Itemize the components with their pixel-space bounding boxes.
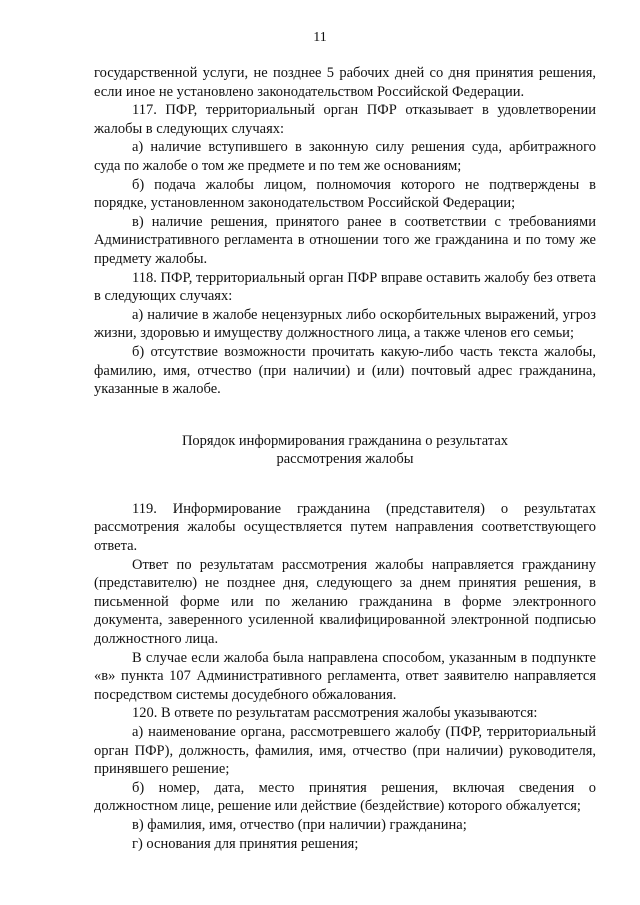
paragraph-117-b: б) подача жалобы лицом, полномочия которого не подтверждены в порядке, установленном законодательством Российской Федерации; [94,176,596,212]
paragraph-120-v: в) фамилия, имя, отчество (при наличии) гражданина; [132,816,467,833]
paragraph-117: 117. ПФР, территориальный орган ПФР отказывает в удовлетворении жалобы в следующих случаях: [94,102,596,137]
paragraph-119-system: В случае если жалоба была направлена способом, указанным в подпункте «в» пункта 107 Административного регламента, ответ заявителю направляется посредством системы досудебного обжалования. [94,649,596,703]
paragraph-120: 120. В ответе по результатам рассмотрения жалобы указываются: [132,705,538,722]
paragraph-117-a: а) наличие вступившего в законную силу решения суда, арбитражного суда по жалобе о том же предмете и по тем же основаниям; [94,139,596,174]
paragraph-119-answer: Ответ по результатам рассмотрения жалобы направляется гражданину (представителю) не позднее дня, следующего за днем принятия решения, в письменной форме или по желанию гражданина в форме электронного документа, заверенного усиленной квалифицированной электронной подписью должностного лица. [94,556,596,648]
paragraph-continuation: государственной услуги, не позднее 5 рабочих дней со дня принятия решения, если иное не установлено законодательством Российской Федерации. [94,65,596,100]
paragraph-118-b: б) отсутствие возможности прочитать какую-либо часть текста жалобы, фамилию, имя, отчество (при наличии) и (или) почтовый адрес гражданина, указанные в жалобе. [94,343,596,398]
paragraph-120-b: б) номер, дата, место принятия решения, включая сведения о должностном лице, решение или действие (бездействие) которого обжалуется; [94,779,596,815]
section-heading [94,432,596,469]
paragraph-117-v: в) наличие решения, принятого ранее в соответствии с требованиями Административного регламента в отношении того же гражданина и по тому же предмету жалобы. [94,213,596,267]
paragraph-118: 118. ПФР, территориальный орган ПФР вправе оставить жалобу без ответа в следующих случаях: [94,269,596,305]
paragraph-120-a: а) наименование органа, рассмотревшего жалобу (ПФР, территориальный орган ПФР), должность, фамилия, имя, отчество (при наличии) руководителя, принявшего решение; [94,724,596,778]
document-body [94,64,596,853]
section-heading-line-2: рассмотрения жалобы [276,451,414,468]
paragraph-119: 119. Информирование гражданина (представителя) о результатах рассмотрения жалобы осуществляется путем направления соответствующего ответа. [94,500,596,555]
paragraph-120-g: г) основания для принятия решения; [132,835,359,852]
page-number: 11 [313,30,327,45]
section-heading-line-1: Порядок информирования гражданина о результатах [181,432,509,449]
paragraph-118-a: а) наличие в жалобе нецензурных либо оскорбительных выражений, угроз жизни, здоровью и имуществу должностного лица, а также членов его семьи; [94,306,596,342]
